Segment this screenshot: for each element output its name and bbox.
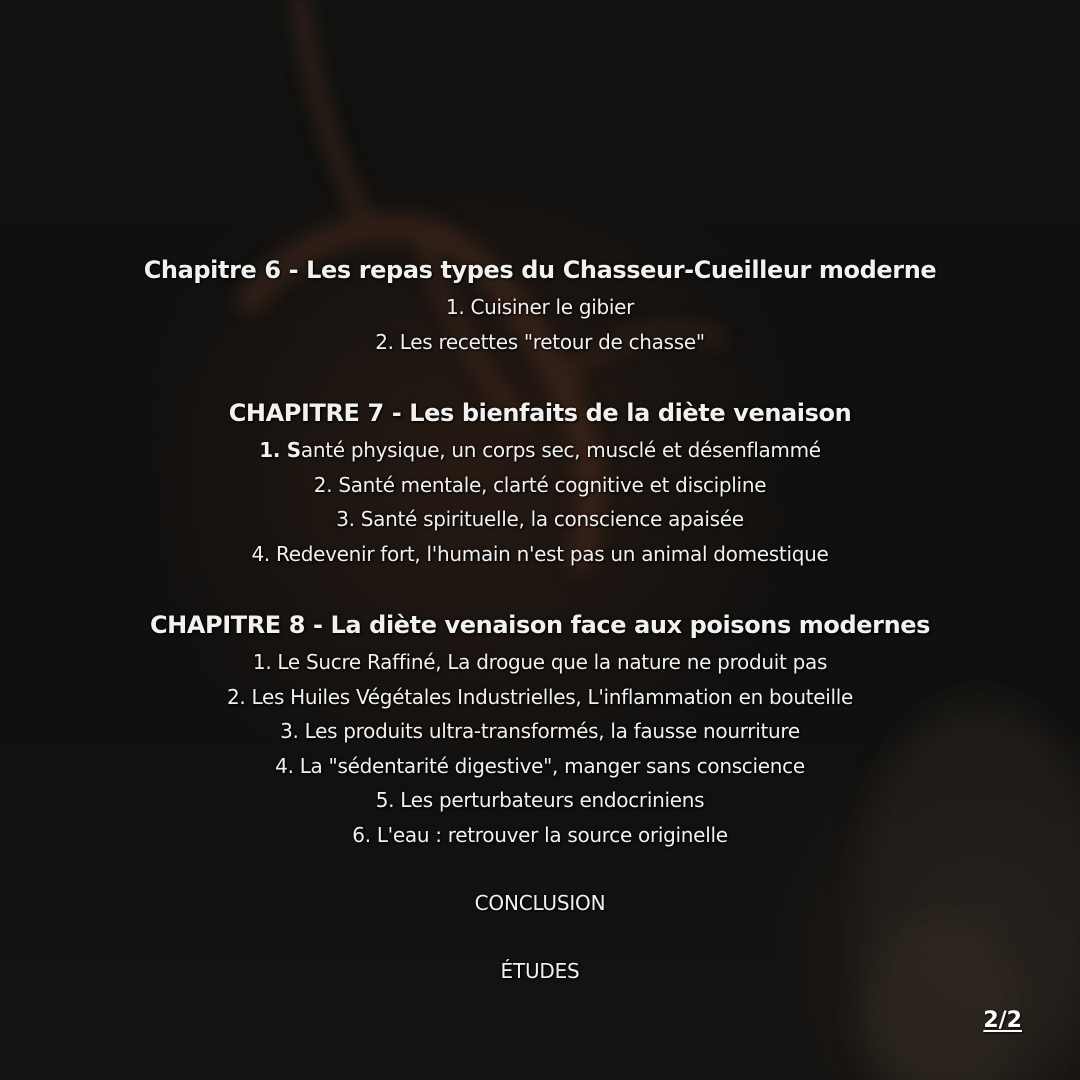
chapter-8-section	[0, 605, 1080, 852]
list-item	[0, 433, 1080, 468]
item-text: 2. Les recettes "retour de chasse"	[375, 329, 705, 354]
list-item	[0, 290, 1080, 325]
item-text: 6. L'eau : retrouver la source originelle	[352, 822, 728, 847]
list-item	[0, 645, 1080, 680]
conclusion-heading: CONCLUSION	[474, 891, 606, 915]
etudes-heading: ÉTUDES	[500, 959, 580, 983]
page-number: 2/2	[983, 1008, 1022, 1033]
item-text: 4. Redevenir fort, l'humain n'est pas un animal domestique	[251, 541, 829, 566]
item-text: 4. La "sédentarité digestive", manger sans conscience	[275, 753, 805, 778]
chapter-7-section	[0, 393, 1080, 571]
chapter-title: Chapitre 6 - Les repas types du Chasseur-Cueilleur moderne	[143, 256, 937, 284]
list-item	[0, 714, 1080, 749]
item-prefix: 1. S	[259, 438, 301, 462]
item-text: 5. Les perturbateurs endocriniens	[375, 788, 705, 812]
chapter-title: CHAPITRE 8 - La diète venaison face aux poisons modernes	[149, 611, 931, 639]
item-text: 2. Santé mentale, clarté cognitive et discipline	[313, 472, 767, 497]
chapter-6-section	[0, 250, 1080, 359]
item-text: 1. Cuisiner le gibier	[445, 295, 635, 319]
list-item	[0, 468, 1080, 503]
chapter-title: CHAPITRE 7 - Les bienfaits de la diète venaison	[228, 399, 852, 427]
spacer	[0, 920, 1080, 954]
table-of-contents	[0, 250, 1080, 988]
item-text: 2. Les Huiles Végétales Industrielles, L'inflammation en bouteille	[226, 684, 854, 709]
item-text: 3. Les produits ultra-transformés, la fausse nourriture	[280, 719, 800, 743]
list-item	[0, 537, 1080, 572]
item-text: 1. Le Sucre Raffiné, La drogue que la nature ne produit pas	[252, 650, 828, 674]
list-item	[0, 325, 1080, 360]
list-item	[0, 502, 1080, 537]
item-text: 3. Santé spirituelle, la conscience apaisée	[336, 507, 744, 531]
list-item	[0, 680, 1080, 715]
list-item	[0, 749, 1080, 784]
item-text: anté physique, un corps sec, musclé et désenflammé	[300, 438, 821, 462]
list-item	[0, 783, 1080, 818]
list-item	[0, 818, 1080, 853]
